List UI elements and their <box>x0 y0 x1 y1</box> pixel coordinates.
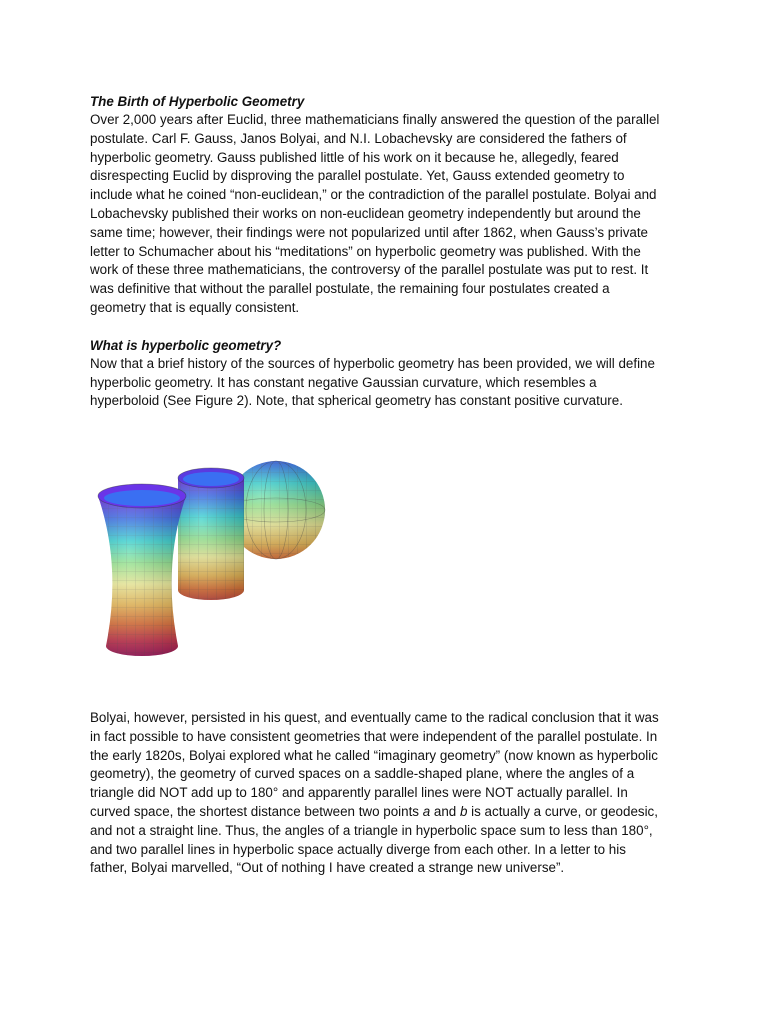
text-run: curved space, the shortest distance between two points <box>90 803 423 819</box>
paragraph-birth <box>90 111 690 318</box>
text-line: and two parallel lines in hyperbolic space actually diverge from each other. In a letter to his <box>90 841 626 857</box>
text-line: include what he coined “non-euclidean,” or the contradiction of the parallel postulate. Bolyai and <box>90 187 657 203</box>
document-page <box>90 92 690 411</box>
text-line: Bolyai, however, persisted in his quest, and eventually came to the radical conclusion that it was <box>90 710 659 725</box>
figure-curvature-surfaces <box>90 436 340 666</box>
text-line: Lobachevsky published their works on non-euclidean geometry independently but around the <box>90 205 641 221</box>
text-line: geometry that is equally consistent. <box>90 299 300 315</box>
text-line: same time; however, their findings were not popularized until after 1862, when Gauss’s private <box>90 224 648 240</box>
text-line: triangle did NOT add up to 180° and apparently parallel lines were NOT actually parallel. In <box>90 785 628 801</box>
point-b-label: b <box>459 803 468 819</box>
text-line: Now that a brief history of the sources of hyperbolic geometry has been provided, we will define <box>90 355 655 371</box>
text-line: father, Bolyai marvelled, “Out of nothing I have created a strange new universe”. <box>90 860 565 876</box>
text-run: and <box>430 803 460 819</box>
paragraph-gap <box>90 318 690 336</box>
cylinder-surface <box>178 468 244 600</box>
document-page-continued <box>90 709 690 878</box>
text-line: was definitive that without the parallel postulate, the remaining four postulates created a <box>90 281 610 297</box>
text-line: postulate. Carl F. Gauss, Janos Bolyai, and N.I. Lobachevsky are considered the fathers of <box>90 130 627 146</box>
section-heading-what-is: What is hyperbolic geometry? <box>90 337 282 353</box>
text-line <box>90 803 690 822</box>
section-heading-birth: The Birth of Hyperbolic Geometry <box>90 94 305 109</box>
text-line: hyperbolic geometry. Gauss published little of his work on it because he, allegedly, feared <box>90 149 619 165</box>
text-line: Over 2,000 years after Euclid, three mathematicians finally answered the question of the parallel <box>90 112 660 127</box>
point-a-label: a <box>422 803 431 819</box>
text-line: disrespecting Euclid by disproving the parallel postulate. Yet, Gauss extended geometry to <box>90 168 625 184</box>
text-line: and not a straight line. Thus, the angles of a triangle in hyperbolic space sum to less than 180°, <box>90 822 653 838</box>
text-line: work of these three mathematicians, the controversy of the parallel postulate was put to rest. It <box>90 262 649 278</box>
hyperboloid-surface <box>98 484 186 656</box>
text-line: hyperboloid (See Figure 2). Note, that spherical geometry has constant positive curvature. <box>90 393 623 409</box>
text-run: is actually a curve, or geodesic, <box>467 803 658 819</box>
paragraph-bolyai <box>90 709 690 878</box>
text-line: in fact possible to have consistent geometries that were independent of the parallel postulate. In <box>90 728 658 744</box>
text-line: the early 1820s, Bolyai explored what he called “imaginary geometry” (now known as hyperbolic <box>90 747 658 763</box>
text-line: geometry), the geometry of curved spaces on a saddle-shaped plane, where the angles of a <box>90 766 635 782</box>
paragraph-definition <box>90 355 690 411</box>
text-line: hyperbolic geometry. It has constant negative Gaussian curvature, which resembles a <box>90 374 597 390</box>
text-line: letter to Schumacher about his “meditations” on hyperbolic geometry was published. With the <box>90 243 641 259</box>
